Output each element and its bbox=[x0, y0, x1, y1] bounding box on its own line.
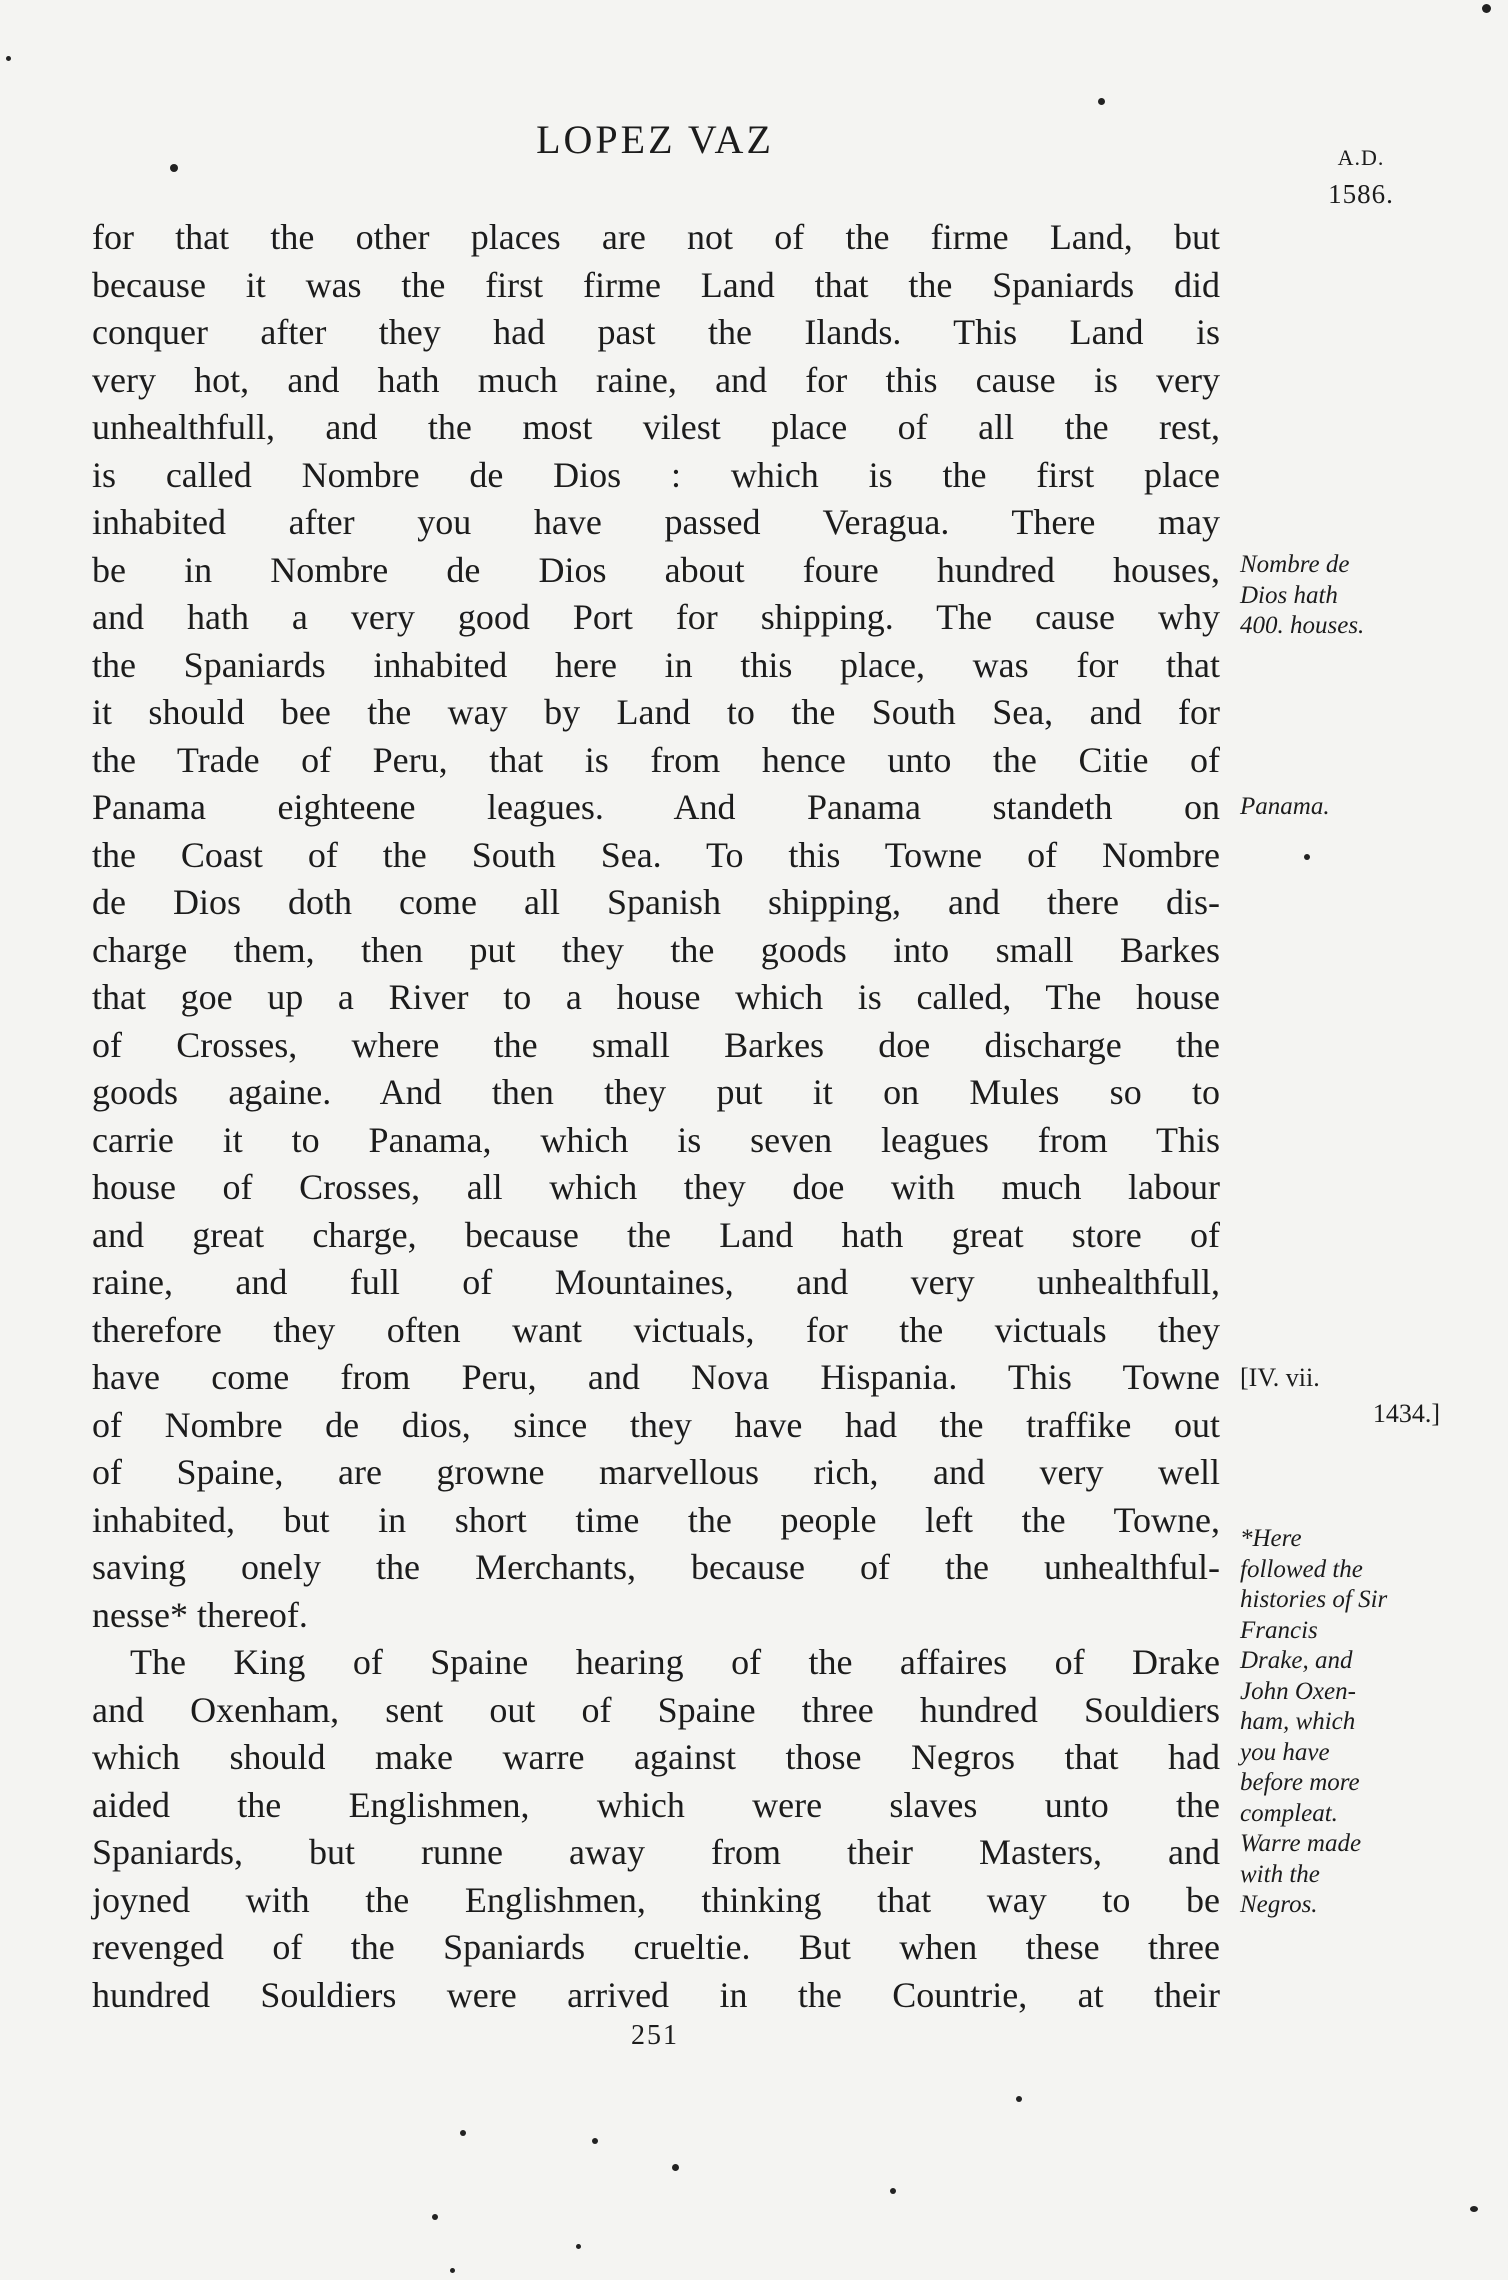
text-line: the Coast of the South Sea. To this Towne of Nombre bbox=[92, 834, 1220, 875]
text-line: joyned with the Englishmen, thinking that way to be bbox=[92, 1879, 1220, 1920]
year-value: 1586. bbox=[1328, 179, 1394, 209]
note-line: Negros. bbox=[1240, 1891, 1318, 1918]
scan-speck bbox=[1304, 854, 1310, 860]
margin-year bbox=[1296, 140, 1426, 212]
scan-speck bbox=[592, 2138, 598, 2144]
note-line: Francis bbox=[1240, 1616, 1318, 1644]
text-line: goods againe. And then they put it on Mules so to bbox=[92, 1072, 1220, 1112]
text-line: and hath a very good Port for shipping. The cause why bbox=[92, 597, 1220, 637]
paragraph-start-line: The King of Spaine hearing of the affaires of Drake bbox=[130, 1642, 1220, 1682]
body-text bbox=[92, 214, 1220, 2019]
note-line: histories of Sir bbox=[1240, 1586, 1388, 1613]
scan-speck bbox=[1016, 2096, 1022, 2102]
note-line: Warre made bbox=[1240, 1830, 1362, 1857]
text-line: raine, and full of Mountaines, and very unhealthfull, bbox=[92, 1262, 1220, 1302]
year-label: A.D. bbox=[1337, 145, 1385, 170]
note-line: 1434.] bbox=[1372, 1399, 1440, 1428]
note-line: John Oxen- bbox=[1240, 1677, 1356, 1705]
text-line: which should make warre against those Negros that had bbox=[92, 1737, 1220, 1777]
note-line: you have bbox=[1240, 1738, 1330, 1766]
text-line: conquer after they had past the Ilands. This Land is bbox=[92, 312, 1220, 352]
scan-speck bbox=[576, 2244, 581, 2249]
text-line: charge them, then put they the goods into small Barkes bbox=[92, 929, 1220, 970]
running-head-title: LOPEZ VAZ bbox=[536, 117, 774, 162]
text-line: Spaniards, but runne away from their Masters, and bbox=[92, 1832, 1220, 1872]
scan-speck bbox=[6, 56, 11, 61]
text-line: because it was the first firme Land that the Spaniards did bbox=[92, 264, 1220, 305]
text-line: be in Nombre de Dios about foure hundred houses, bbox=[92, 549, 1220, 590]
margin-note-nombre bbox=[1240, 550, 1480, 642]
text-line: is called Nombre de Dios : which is the first place bbox=[92, 454, 1220, 495]
note-line: followed the bbox=[1240, 1555, 1363, 1583]
text-line: and great charge, because the Land hath great store of bbox=[92, 1214, 1220, 1255]
text-line: hundred Souldiers were arrived in the Countrie, at their bbox=[92, 1974, 1220, 2015]
text-line: that goe up a River to a house which is called, The house bbox=[92, 977, 1220, 1017]
margin-note-warre bbox=[1240, 1829, 1480, 1921]
text-line: inhabited, but in short time the people left the Towne, bbox=[92, 1499, 1220, 1540]
text-line: carrie it to Panama, which is seven leagues from This bbox=[92, 1119, 1220, 1160]
text-line: very hot, and hath much raine, and for this cause is very bbox=[92, 359, 1220, 400]
text-line: of Nombre de dios, since they have had the traffike out bbox=[92, 1404, 1220, 1445]
note-line: ham, which bbox=[1240, 1708, 1356, 1735]
note-line: with the bbox=[1240, 1860, 1320, 1888]
scan-speck bbox=[672, 2164, 679, 2171]
text-line: house of Crosses, all which they doe with much labour bbox=[92, 1167, 1220, 1207]
scan-speck bbox=[432, 2214, 438, 2220]
scan-speck bbox=[460, 2130, 466, 2136]
text-line: of Crosses, where the small Barkes doe discharge the bbox=[92, 1024, 1220, 1065]
note-line: *Here bbox=[1240, 1525, 1302, 1552]
text-line: inhabited after you have passed Veragua. There may bbox=[92, 502, 1220, 542]
text-line: for that the other places are not of the firme Land, but bbox=[92, 217, 1220, 257]
text-line: de Dios doth come all Spanish shipping, and there dis- bbox=[92, 882, 1220, 922]
note-line: [IV. vii. bbox=[1240, 1363, 1320, 1392]
page-number: 251 bbox=[631, 2020, 679, 2051]
note-line: Dios hath bbox=[1240, 581, 1338, 609]
text-line: revenged of the Spaniards crueltie. But when these three bbox=[92, 1927, 1220, 1967]
margin-note-panama bbox=[1240, 792, 1480, 823]
scan-speck bbox=[170, 164, 178, 172]
scan-speck bbox=[890, 2188, 896, 2194]
scan-speck bbox=[1482, 4, 1491, 13]
text-line: aided the Englishmen, which were slaves unto the bbox=[92, 1784, 1220, 1825]
note-line: 400. houses. bbox=[1240, 612, 1365, 639]
text-line: saving onely the Merchants, because of the unhealthful- bbox=[92, 1547, 1220, 1587]
note-line: Nombre de bbox=[1240, 551, 1350, 578]
scan-speck bbox=[450, 2268, 455, 2273]
note-line: Panama. bbox=[1240, 793, 1330, 820]
text-line: and Oxenham, sent out of Spaine three hundred Souldiers bbox=[92, 1689, 1220, 1730]
scan-speck bbox=[1470, 2206, 1478, 2212]
text-line: have come from Peru, and Nova Hispania. This Towne bbox=[92, 1357, 1220, 1397]
note-line: Drake, and bbox=[1240, 1647, 1353, 1674]
text-line: Panama eighteene leagues. And Panama standeth on bbox=[92, 787, 1220, 827]
text-line: the Trade of Peru, that is from hence unto the Citie of bbox=[92, 739, 1220, 780]
note-line: compleat. bbox=[1240, 1799, 1338, 1827]
text-line: therefore they often want victuals, for the victuals they bbox=[92, 1309, 1220, 1350]
text-line: the Spaniards inhabited here in this place, was for that bbox=[92, 644, 1220, 685]
text-line: it should bee the way by Land to the South Sea, and for bbox=[92, 692, 1220, 732]
text-line: unhealthfull, and the most vilest place of all the rest, bbox=[92, 407, 1220, 447]
note-line: before more bbox=[1240, 1769, 1360, 1796]
paragraph-end-line: nesse* thereof. bbox=[92, 1594, 308, 1635]
text-line: of Spaine, are growne marvellous rich, and very well bbox=[92, 1452, 1220, 1492]
scan-speck bbox=[1098, 98, 1105, 105]
margin-note-here bbox=[1240, 1524, 1480, 1829]
margin-note-reference bbox=[1240, 1360, 1440, 1432]
